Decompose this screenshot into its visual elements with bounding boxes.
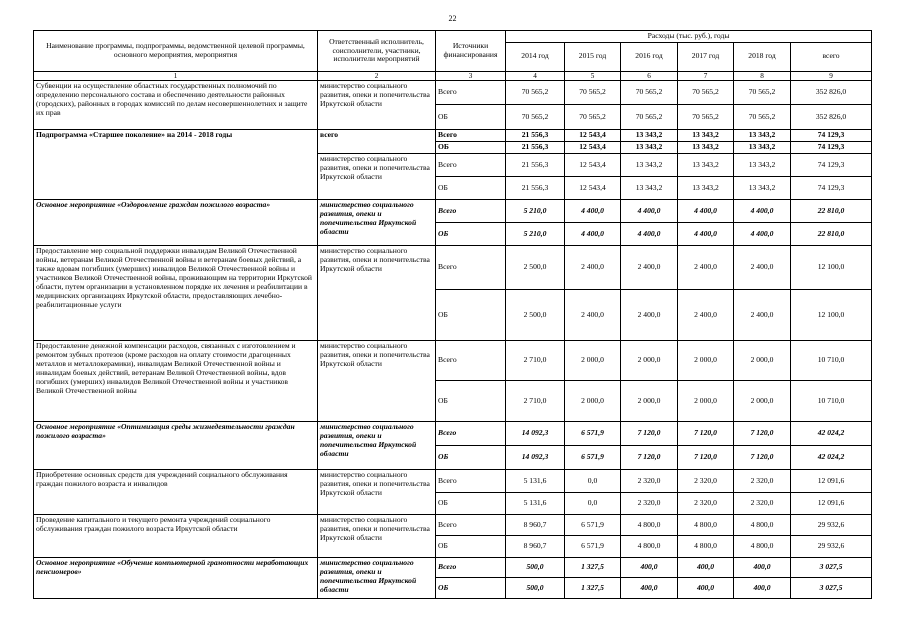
funding-source: ОБ xyxy=(436,536,506,558)
table-row xyxy=(34,422,872,446)
program-name: Приобретение основных средств для учреждений социального обслуживания граждан пожилого возраста и инвалидов xyxy=(34,470,318,515)
year-value: 70 565,2 xyxy=(506,105,565,130)
table-row xyxy=(34,558,872,578)
year-value: 4 800,0 xyxy=(621,515,678,536)
program-name: Предоставление денежной компенсации расходов, связанных с изготовлением и ремонтом зубных протезов (кроме расходов на оплату стоимости драгоценных металлов и металлокерамики), инвалидам Великой Отечественной войны и инвалидам боевых действий, ветеранам Великой Отечественной войны, вдов погибших (умерших) инвалидов Великой Отечественной войны и участников Великой Отечественной войны xyxy=(34,341,318,422)
year-value: 2 400,0 xyxy=(734,290,791,341)
year-value: 2 000,0 xyxy=(621,381,678,422)
column-index: 2 xyxy=(318,71,436,80)
year-value: 13 343,2 xyxy=(678,142,734,154)
year-value: 70 565,2 xyxy=(678,105,734,130)
year-value: 2 000,0 xyxy=(678,341,734,381)
total-value: 74 129,3 xyxy=(791,142,872,154)
year-value: 2 320,0 xyxy=(621,470,678,493)
funding-source: ОБ xyxy=(436,177,506,200)
year-value: 70 565,2 xyxy=(734,81,791,105)
column-index: 8 xyxy=(734,71,791,80)
funding-source: Всего xyxy=(436,200,506,223)
year-value: 2 000,0 xyxy=(734,381,791,422)
column-index: 7 xyxy=(678,71,734,80)
year-value: 1 327,5 xyxy=(565,578,621,599)
year-value: 2 400,0 xyxy=(678,246,734,290)
year-value: 400,0 xyxy=(678,578,734,599)
year-value: 70 565,2 xyxy=(565,81,621,105)
header-year: 2018 год xyxy=(734,42,791,71)
column-index: 4 xyxy=(506,71,565,80)
total-value: 42 024,2 xyxy=(791,446,872,470)
year-value: 13 343,2 xyxy=(621,154,678,177)
year-value: 13 343,2 xyxy=(678,154,734,177)
year-value: 400,0 xyxy=(621,578,678,599)
executor: министерство социального развития, опеки и попечительства Иркутской области xyxy=(318,154,436,200)
total-value: 12 091,6 xyxy=(791,493,872,515)
total-value: 352 826,0 xyxy=(791,81,872,105)
year-value: 6 571,9 xyxy=(565,446,621,470)
year-value: 4 800,0 xyxy=(678,536,734,558)
year-value: 4 400,0 xyxy=(621,200,678,223)
year-value: 2 500,0 xyxy=(506,290,565,341)
table-row xyxy=(34,515,872,536)
year-value: 12 543,4 xyxy=(565,130,621,142)
year-value: 2 400,0 xyxy=(621,246,678,290)
year-value: 500,0 xyxy=(506,558,565,578)
year-value: 2 320,0 xyxy=(678,470,734,493)
year-value: 13 343,2 xyxy=(621,142,678,154)
executor: министерство социального развития, опеки и попечительства Иркутской области xyxy=(318,422,436,470)
column-index: 5 xyxy=(565,71,621,80)
executor: министерство социального развития, опеки и попечительства Иркутской области xyxy=(318,341,436,422)
year-value: 2 400,0 xyxy=(621,290,678,341)
total-value: 352 826,0 xyxy=(791,105,872,130)
funding-source: Всего xyxy=(436,515,506,536)
total-value: 3 027,5 xyxy=(791,558,872,578)
year-value: 4 400,0 xyxy=(621,223,678,246)
year-value: 2 500,0 xyxy=(506,246,565,290)
year-value: 7 120,0 xyxy=(734,422,791,446)
year-value: 400,0 xyxy=(734,578,791,599)
year-value: 7 120,0 xyxy=(621,422,678,446)
year-value: 2 710,0 xyxy=(506,341,565,381)
year-value: 400,0 xyxy=(734,558,791,578)
executor: министерство социального развития, опеки и попечительства Иркутской области xyxy=(318,200,436,246)
column-index: 3 xyxy=(436,71,506,80)
total-value: 42 024,2 xyxy=(791,422,872,446)
program-name: Проведение капитального и текущего ремонта учреждений социального обслуживания граждан пожилого возраста Иркутской области xyxy=(34,515,318,558)
funding-source: Всего xyxy=(436,558,506,578)
funding-source: Всего xyxy=(436,81,506,105)
year-value: 12 543,4 xyxy=(565,154,621,177)
year-value: 14 092,3 xyxy=(506,446,565,470)
year-value: 6 571,9 xyxy=(565,422,621,446)
total-value: 12 100,0 xyxy=(791,290,872,341)
total-value: 12 100,0 xyxy=(791,246,872,290)
year-value: 0,0 xyxy=(565,470,621,493)
year-value: 4 400,0 xyxy=(678,200,734,223)
year-value: 13 343,2 xyxy=(734,154,791,177)
year-value: 4 800,0 xyxy=(734,515,791,536)
funding-source: Всего xyxy=(436,130,506,142)
header-year: 2016 год xyxy=(621,42,678,71)
year-value: 2 000,0 xyxy=(565,341,621,381)
year-value: 70 565,2 xyxy=(621,81,678,105)
year-value: 2 320,0 xyxy=(734,493,791,515)
year-value: 500,0 xyxy=(506,578,565,599)
program-name: Субвенции на осуществление областных государственных полномочий по определению персонального состава и обеспечению деятельности районных (городских), районных в городах комиссий по делам несовершеннолетних и защите их прав xyxy=(34,81,318,130)
year-value: 4 800,0 xyxy=(621,536,678,558)
column-index: 6 xyxy=(621,71,678,80)
year-value: 2 000,0 xyxy=(621,341,678,381)
year-value: 4 800,0 xyxy=(734,536,791,558)
year-value: 13 343,2 xyxy=(678,130,734,142)
header-year: 2014 год xyxy=(506,42,565,71)
executor: министерство социального развития, опеки и попечительства Иркутской области xyxy=(318,246,436,341)
year-value: 6 571,9 xyxy=(565,536,621,558)
year-value: 5 131,6 xyxy=(506,493,565,515)
year-value: 14 092,3 xyxy=(506,422,565,446)
year-value: 5 131,6 xyxy=(506,470,565,493)
year-value: 2 400,0 xyxy=(678,290,734,341)
header-source: Источники финансирования xyxy=(436,31,506,72)
total-value: 74 129,3 xyxy=(791,154,872,177)
funding-source: ОБ xyxy=(436,142,506,154)
year-value: 2 710,0 xyxy=(506,381,565,422)
year-value: 70 565,2 xyxy=(565,105,621,130)
funding-source: ОБ xyxy=(436,290,506,341)
program-name: Предоставление мер социальной поддержки инвалидам Великой Отечественной войны, ветеранам Великой Отечественной войны и ветеранам боевых действий, а также вдовам погибших (умерших) инвалидов Великой Отечественной войны и участников Великой Отечественной войны, проживающим на территории Иркутской области, путем организации в установленном порядке их лечения и реабилитации в медицинских организациях Иркутской области, предоставляющих лечебно-реабилитационные услуги xyxy=(34,246,318,341)
total-value: 74 129,3 xyxy=(791,130,872,142)
funding-source: Всего xyxy=(436,341,506,381)
funding-source: ОБ xyxy=(436,493,506,515)
program-name: Основное мероприятие «Оздоровление граждан пожилого возраста» xyxy=(34,200,318,246)
year-value: 4 400,0 xyxy=(565,200,621,223)
year-value: 13 343,2 xyxy=(678,177,734,200)
year-value: 400,0 xyxy=(621,558,678,578)
funding-source: ОБ xyxy=(436,381,506,422)
year-value: 5 210,0 xyxy=(506,223,565,246)
year-value: 5 210,0 xyxy=(506,200,565,223)
year-value: 2 400,0 xyxy=(565,290,621,341)
year-value: 7 120,0 xyxy=(678,422,734,446)
year-value: 2 320,0 xyxy=(621,493,678,515)
funding-source: Всего xyxy=(436,154,506,177)
funding-source: Всего xyxy=(436,246,506,290)
year-value: 1 327,5 xyxy=(565,558,621,578)
funding-source: ОБ xyxy=(436,223,506,246)
year-value: 2 320,0 xyxy=(678,493,734,515)
year-value: 2 000,0 xyxy=(678,381,734,422)
column-index-row xyxy=(34,71,872,80)
budget-table xyxy=(33,30,872,599)
year-value: 7 120,0 xyxy=(621,446,678,470)
year-value: 21 556,3 xyxy=(506,142,565,154)
table-row xyxy=(34,341,872,381)
year-value: 13 343,2 xyxy=(621,177,678,200)
year-value: 7 120,0 xyxy=(678,446,734,470)
year-value: 2 000,0 xyxy=(565,381,621,422)
year-value: 21 556,3 xyxy=(506,154,565,177)
column-index: 9 xyxy=(791,71,872,80)
year-value: 4 400,0 xyxy=(565,223,621,246)
table-row xyxy=(34,81,872,105)
table-row xyxy=(34,470,872,493)
year-value: 13 343,2 xyxy=(734,142,791,154)
year-value: 2 320,0 xyxy=(734,470,791,493)
year-value: 12 543,4 xyxy=(565,177,621,200)
total-value: 12 091,6 xyxy=(791,470,872,493)
executor: министерство социального развития, опеки и попечительства Иркутской области xyxy=(318,81,436,130)
year-value: 400,0 xyxy=(678,558,734,578)
funding-source: ОБ xyxy=(436,446,506,470)
executor: министерство социального развития, опеки и попечительства Иркутской области xyxy=(318,515,436,558)
program-name: Подпрограмма «Старшее поколение» на 2014 - 2018 годы xyxy=(34,130,318,200)
header-year: 2015 год xyxy=(565,42,621,71)
executor: министерство социального развития, опеки и попечительства Иркутской области xyxy=(318,470,436,515)
column-index: 1 xyxy=(34,71,318,80)
total-value: 22 810,0 xyxy=(791,223,872,246)
year-value: 12 543,4 xyxy=(565,142,621,154)
header-year: 2017 год xyxy=(678,42,734,71)
table-row xyxy=(34,130,872,142)
funding-source: ОБ xyxy=(436,105,506,130)
header-total: всего xyxy=(791,42,872,71)
year-value: 4 400,0 xyxy=(734,223,791,246)
header-expenses: Расходы (тыс. руб.), годы xyxy=(506,31,872,43)
year-value: 21 556,3 xyxy=(506,130,565,142)
header-executor: Ответственный исполнитель, соисполнители, участники, исполнители мероприятий xyxy=(318,31,436,72)
program-name: Основное мероприятие «Обучение компьютерной грамотности неработающих пенсионеров» xyxy=(34,558,318,599)
executor: всего xyxy=(318,130,436,154)
year-value: 70 565,2 xyxy=(678,81,734,105)
page-number: 22 xyxy=(448,14,457,23)
executor: министерство социального развития, опеки и попечительства Иркутской области xyxy=(318,558,436,599)
header-name: Наименование программы, подпрограммы, ведомственной целевой программы, основного мероприятия, мероприятия xyxy=(34,31,318,72)
year-value: 0,0 xyxy=(565,493,621,515)
total-value: 74 129,3 xyxy=(791,177,872,200)
funding-source: ОБ xyxy=(436,578,506,599)
year-value: 4 400,0 xyxy=(734,200,791,223)
funding-source: Всего xyxy=(436,422,506,446)
year-value: 2 400,0 xyxy=(565,246,621,290)
year-value: 21 556,3 xyxy=(506,177,565,200)
year-value: 13 343,2 xyxy=(734,177,791,200)
total-value: 3 027,5 xyxy=(791,578,872,599)
table-body xyxy=(34,81,872,599)
year-value: 70 565,2 xyxy=(734,105,791,130)
total-value: 10 710,0 xyxy=(791,381,872,422)
total-value: 22 810,0 xyxy=(791,200,872,223)
total-value: 29 932,6 xyxy=(791,536,872,558)
year-value: 2 400,0 xyxy=(734,246,791,290)
year-value: 4 400,0 xyxy=(678,223,734,246)
total-value: 10 710,0 xyxy=(791,341,872,381)
year-value: 13 343,2 xyxy=(734,130,791,142)
funding-source: Всего xyxy=(436,470,506,493)
year-value: 70 565,2 xyxy=(621,105,678,130)
year-value: 8 960,7 xyxy=(506,515,565,536)
year-value: 8 960,7 xyxy=(506,536,565,558)
table-row xyxy=(34,200,872,223)
table-row xyxy=(34,246,872,290)
year-value: 70 565,2 xyxy=(506,81,565,105)
year-value: 4 800,0 xyxy=(678,515,734,536)
year-value: 7 120,0 xyxy=(734,446,791,470)
total-value: 29 932,6 xyxy=(791,515,872,536)
year-value: 13 343,2 xyxy=(621,130,678,142)
year-value: 2 000,0 xyxy=(734,341,791,381)
year-value: 6 571,9 xyxy=(565,515,621,536)
program-name: Основное мероприятие «Оптимизация среды жизнедеятельности граждан пожилого возраста» xyxy=(34,422,318,470)
